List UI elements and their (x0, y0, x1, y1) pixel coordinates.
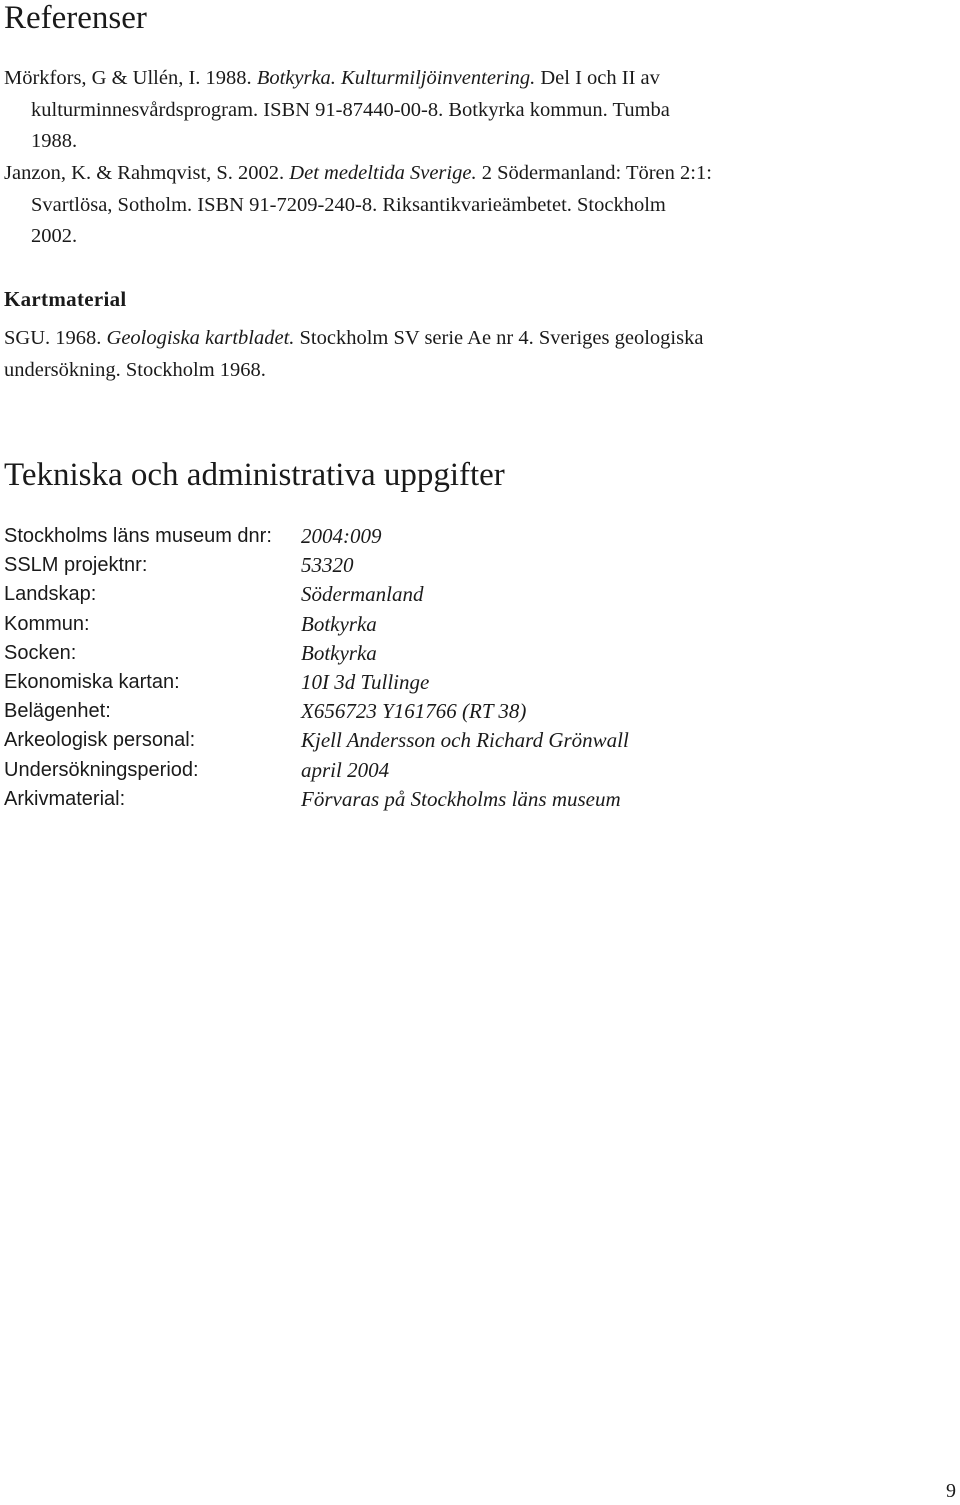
field-label: Undersökningsperiod: (4, 758, 199, 781)
table-row (4, 610, 629, 639)
reference-title: Botkyrka. Kulturmiljöinventering. (256, 67, 536, 89)
reference-details-line: Svartlösa, Sotholm. ISBN 91-7209-240-8. Riksantikvarieämbetet. Stockholm (31, 193, 666, 216)
page-number: 9 (946, 1480, 956, 1502)
reference-title: Det medeltida Sverige. (289, 162, 477, 184)
reference-details-line: 2002. (31, 225, 78, 247)
reference-details: 2 Södermanland: Tören 2:1: (481, 162, 712, 184)
table-row (4, 785, 629, 814)
reference-details-line: 1988. (31, 130, 78, 152)
field-label: Arkivmaterial: (4, 787, 126, 810)
table-row (4, 580, 629, 609)
field-value: 53320 (301, 553, 354, 578)
field-value: Södermanland (301, 582, 424, 607)
field-label: SSLM projektnr: (4, 554, 148, 577)
field-value: Botkyrka (301, 611, 377, 636)
reference-author: SGU. 1968. (4, 327, 102, 349)
reference-title: Geologiska kartbladet. (106, 327, 295, 349)
field-label: Landskap: (4, 583, 97, 606)
reference-author: Janzon, K. & Rahmqvist, S. 2002. (4, 162, 285, 184)
field-value: Kjell Andersson och Richard Grönwall (301, 728, 629, 753)
map-material-heading: Kartmaterial (4, 287, 127, 311)
field-label: Arkeologisk personal: (4, 729, 196, 752)
technical-heading: Tekniska och administrativa uppgifter (4, 457, 505, 493)
reference-details: Del I och II av (540, 67, 660, 89)
field-label: Ekonomiska kartan: (4, 670, 180, 693)
field-value: 2004:009 (301, 524, 382, 548)
field-label: Belägenhet: (4, 700, 111, 723)
references-heading: Referenser (4, 0, 147, 36)
table-row (4, 756, 629, 785)
field-value: april 2004 (301, 757, 390, 782)
field-label: Socken: (4, 641, 77, 664)
reference-entry (4, 63, 764, 158)
field-value: Förvaras på Stockholms läns museum (301, 786, 621, 811)
field-value: Botkyrka (301, 640, 377, 665)
table-row (4, 726, 629, 755)
field-value: 10I 3d Tullinge (301, 669, 430, 694)
table-row (4, 522, 629, 551)
table-row (4, 668, 629, 697)
technical-details-table (4, 522, 629, 814)
field-value: X656723 Y161766 (RT 38) (301, 699, 527, 724)
reference-author: Mörkfors, G & Ullén, I. 1988. (4, 67, 252, 89)
table-row (4, 639, 629, 668)
reference-details-line: undersökning. Stockholm 1968. (4, 358, 266, 381)
table-row (4, 551, 629, 580)
map-reference-entry (4, 323, 764, 386)
field-label: Stockholms läns museum dnr: (4, 525, 272, 547)
reference-details-line: kulturminnesvårdsprogram. ISBN 91-87440-00-8. Botkyrka kommun. Tumba (31, 98, 670, 121)
reference-details: Stockholm SV serie Ae nr 4. Sveriges geologiska (299, 327, 704, 349)
reference-entry (4, 158, 764, 253)
table-row (4, 697, 629, 726)
field-label: Kommun: (4, 612, 90, 635)
